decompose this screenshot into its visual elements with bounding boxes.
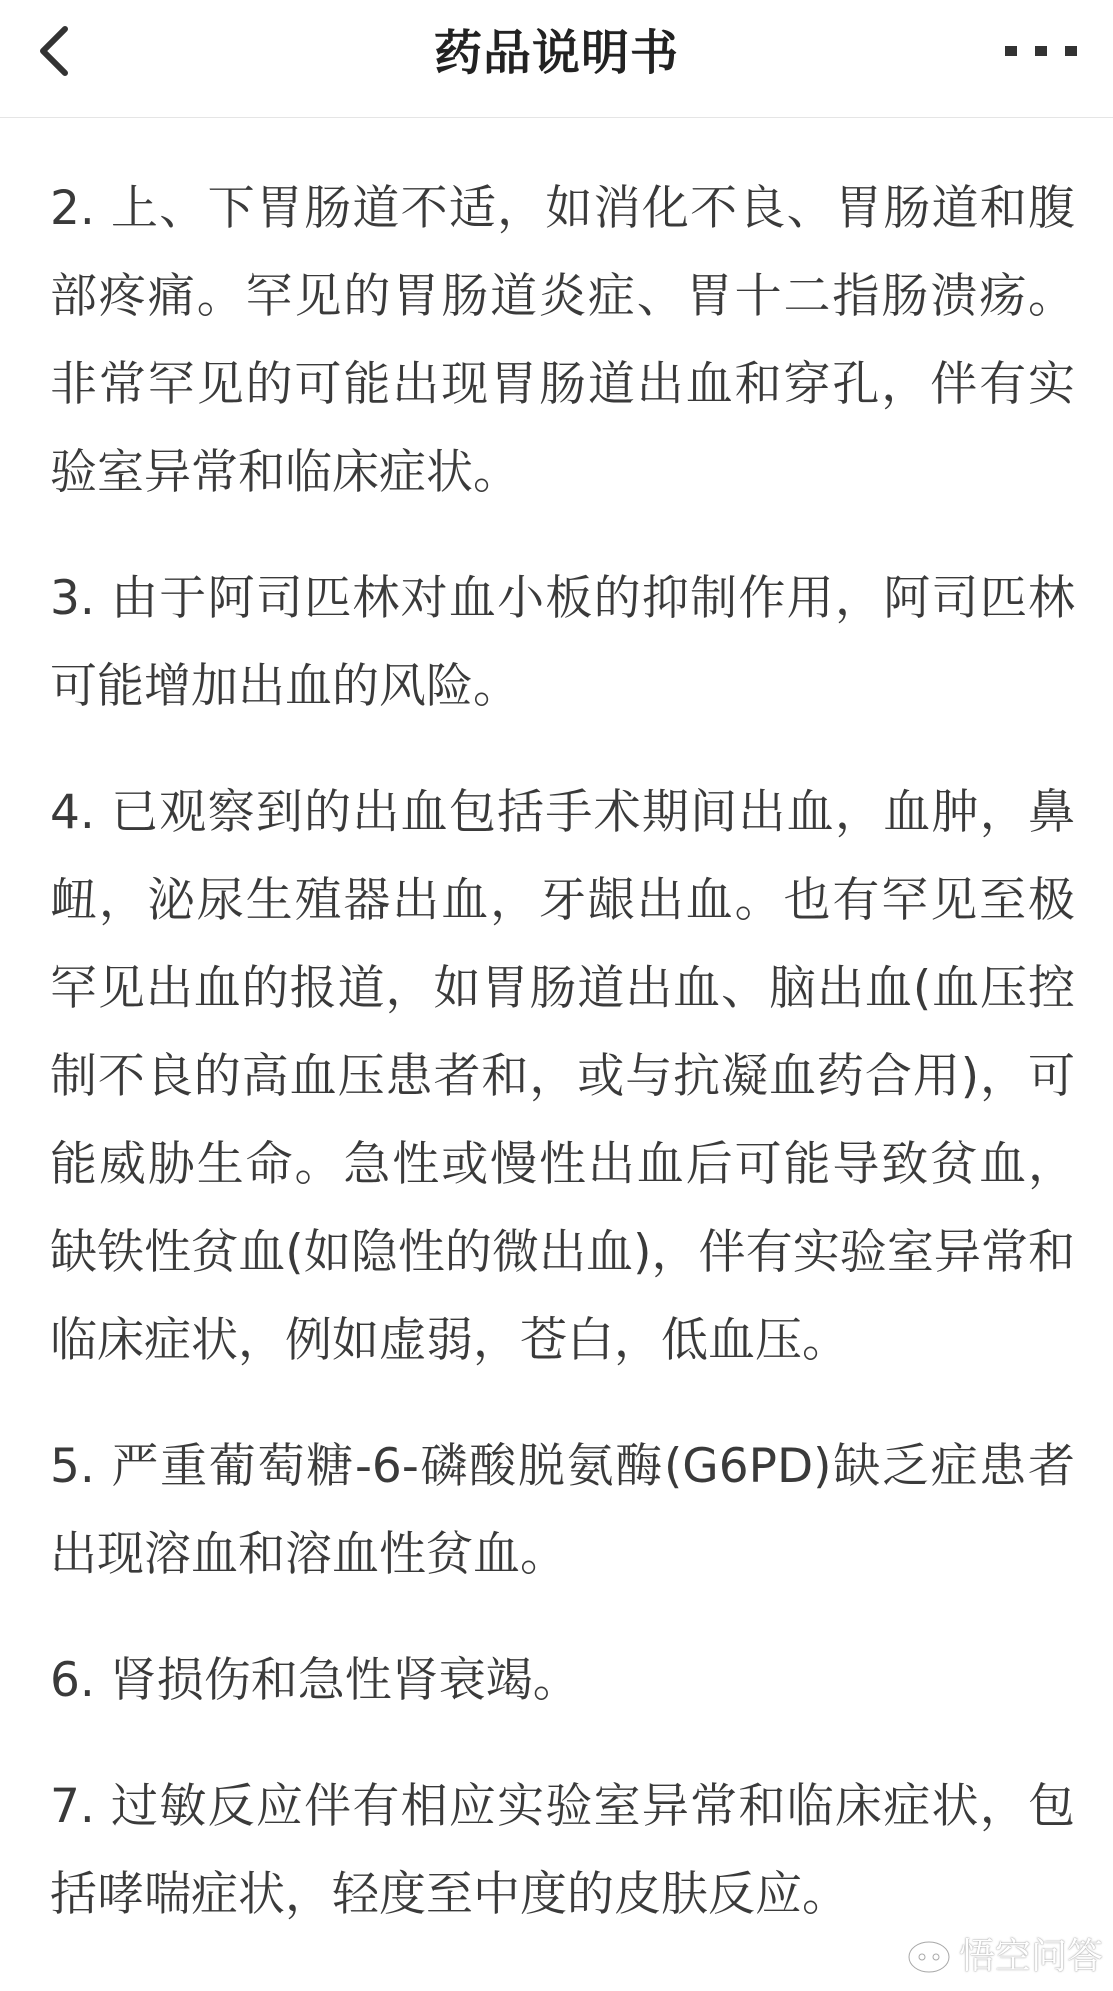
nav-bar	[0, 0, 1113, 118]
more-button[interactable]	[989, 14, 1093, 88]
watermark-text: 悟空问答	[958, 1936, 1103, 1977]
paragraph-item-6: 6. 肾损伤和急性肾衰竭。	[50, 1653, 580, 1708]
page-title: 药品说明书	[433, 25, 679, 81]
article-content	[50, 165, 1075, 1977]
paragraph-item-3: 3. 由于阿司匹林对血小板的抑制作用，阿司匹林可能增加出血的风险。	[50, 571, 1075, 714]
wukong-logo-icon	[905, 1937, 953, 1977]
paragraph-item-5: 5. 严重葡萄糖-6-磷酸脱氨酶(G6PD)缺乏症患者出现溶血和溶血性贫血。	[50, 1439, 1075, 1582]
watermark	[905, 1935, 1103, 1979]
more-horizontal-icon	[1003, 41, 1079, 61]
paragraph-item-7: 7. 过敏反应伴有相应实验室异常和临床症状，包括哮喘症状，轻度至中度的皮肤反应。	[50, 1779, 1075, 1922]
paragraph-item-4: 4. 已观察到的出血包括手术期间出血，血肿，鼻衄，泌尿生殖器出血，牙龈出血。也有罕见至极罕见出血的报道，如胃肠道出血、脑出血(血压控制不良的高血压患者和，或与抗凝血药合用)，可能威胁生命。急性或慢性出血后可能导致贫血，缺铁性贫血(如隐性的微出血)，伴有实验室异常和临床症状，例如虚弱，苍白，低血压。	[50, 785, 1075, 1368]
paragraph-item-2: 2. 上、下胃肠道不适，如消化不良、胃肠道和腹部疼痛。罕见的胃肠道炎症、胃十二指肠溃疡。非常罕见的可能出现胃肠道出血和穿孔，伴有实验室异常和临床症状。	[50, 181, 1075, 500]
